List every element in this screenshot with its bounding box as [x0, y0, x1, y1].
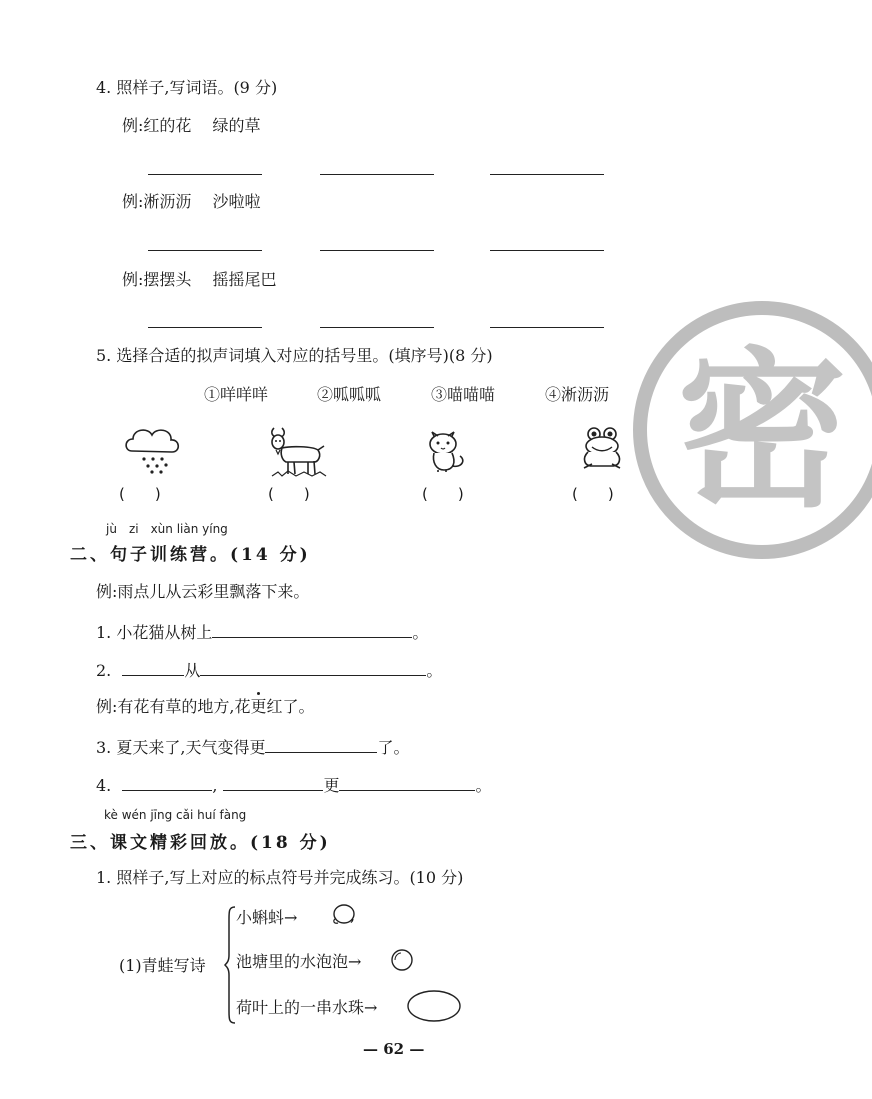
stamp-char: 密 [676, 331, 848, 531]
q5-option-2: ②呱呱呱 [317, 385, 382, 404]
answer-line[interactable] [490, 174, 604, 175]
answer-line[interactable] [148, 327, 262, 328]
answer-blank[interactable] [200, 659, 426, 676]
leaf-oval-icon [406, 990, 464, 1026]
sec2-item-3 [96, 736, 409, 758]
item-4-end: 。 [475, 776, 492, 795]
q5-option-4: ④淅沥沥 [545, 385, 610, 404]
bubble-icon [390, 948, 416, 974]
sec3-q1: 1. 照样子,写上对应的标点符号并完成练习。(10 分) [96, 868, 464, 887]
item-1-text: 1. 小花猫从树上 [96, 623, 213, 642]
answer-bracket-1[interactable]: ( ) [119, 485, 161, 503]
item-4-comma: , [212, 776, 218, 795]
answer-line[interactable] [490, 327, 604, 328]
item-2-no: 2. [96, 661, 112, 680]
q5-option-1: ①咩咩咩 [204, 385, 269, 404]
poem-label: (1)青蛙写诗 [119, 956, 206, 975]
q4-title: 4. 照样子,写词语。(9 分) [96, 78, 278, 97]
answer-line[interactable] [320, 327, 434, 328]
item-2-mid: 从 [184, 661, 201, 680]
sec2-title: 二、句子训练营。(14 分) [70, 545, 311, 565]
q4-example-3: 例:摆摆头 摇摇尾巴 [122, 270, 277, 289]
q5-option-3: ③喵喵喵 [431, 385, 496, 404]
frog-icon [578, 424, 628, 474]
answer-blank[interactable] [122, 659, 184, 676]
item-4-mid: 更 [323, 776, 340, 795]
branch-2: 池塘里的水泡泡→ [236, 952, 362, 971]
answer-blank[interactable] [223, 774, 323, 791]
branch-1: 小蝌蚪→ [236, 908, 298, 927]
answer-blank[interactable] [339, 774, 475, 791]
item-3-end: 了。 [377, 738, 410, 757]
answer-blank[interactable] [122, 774, 212, 791]
answer-bracket-3[interactable]: ( ) [422, 485, 464, 503]
q4-example-1: 例:红的花 绿的草 [122, 116, 261, 135]
answer-bracket-4[interactable]: ( ) [572, 485, 614, 503]
confidential-stamp [612, 300, 872, 560]
item-2-end: 。 [426, 661, 443, 680]
answer-line[interactable] [148, 250, 262, 251]
sec2-item-1 [96, 621, 428, 643]
rain-cloud-icon [124, 425, 184, 475]
answer-line[interactable] [320, 174, 434, 175]
answer-blank[interactable] [265, 736, 377, 753]
sec3-title: 三、课文精彩回放。(18 分) [70, 833, 331, 853]
sec2-item-2 [96, 659, 442, 681]
q4-example-2: 例:淅沥沥 沙啦啦 [122, 192, 261, 211]
sec2-pinyin: jù zi xùn liàn yíng [106, 522, 228, 536]
answer-line[interactable] [320, 250, 434, 251]
q5-title: 5. 选择合适的拟声词填入对应的括号里。(填序号)(8 分) [96, 346, 493, 365]
sec2-example-1: 例:雨点儿从云彩里飘落下来。 [96, 582, 310, 601]
answer-bracket-2[interactable]: ( ) [268, 485, 310, 503]
answer-line[interactable] [490, 250, 604, 251]
kitten-icon [424, 426, 474, 476]
example-2-post: 红了。 [266, 697, 315, 716]
branch-3: 荷叶上的一串水珠→ [236, 998, 378, 1017]
item-1-end: 。 [412, 623, 429, 642]
sec2-item-4 [96, 774, 491, 796]
branch-1-comma: , [350, 906, 356, 925]
sec3-pinyin: kè wén jīng cǎi huí fàng [104, 808, 247, 822]
emphasis-word: 更 [250, 697, 267, 716]
example-2-pre: 例:有花有草的地方,花 [96, 697, 251, 716]
item-4-no: 4. [96, 776, 112, 795]
goat-icon [268, 424, 328, 478]
answer-blank[interactable] [212, 621, 412, 638]
item-3-text: 3. 夏天来了,天气变得更 [96, 738, 266, 757]
answer-line[interactable] [148, 174, 262, 175]
sec2-example-2 [96, 697, 315, 717]
page-number: — 62 — [363, 1040, 425, 1058]
